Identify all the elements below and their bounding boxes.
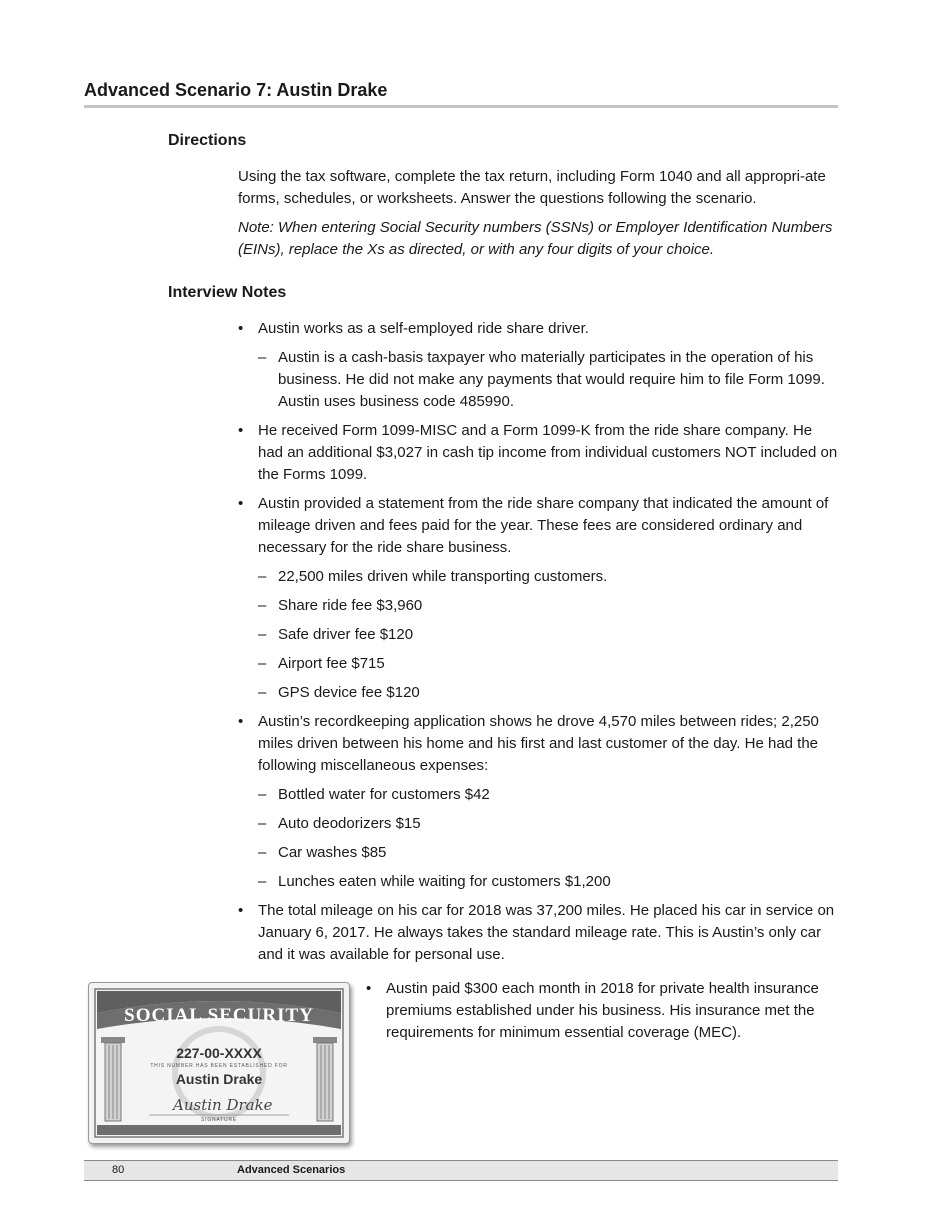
sub-list	[258, 566, 840, 704]
bullet-text: Austin works as a self-employed ride share driver.	[258, 320, 589, 337]
bullet-text: Austin provided a statement from the ride share company that indicated the amount of mileage driven and fees paid for the year. These fees are considered ordinary and necessary for the ride share business.	[258, 495, 829, 556]
page-number: 80	[112, 1164, 125, 1176]
list-item: • Austin paid $300 each month in 2018 for private health insurance premiums established under his business. His insurance met the requirements for minimum essential coverage (MEC).	[366, 978, 836, 1044]
card-signature: Austin Drake	[173, 1096, 273, 1114]
card-holder-name: Austin Drake	[175, 1071, 263, 1087]
sub-list-item: – GPS device fee $120	[258, 682, 840, 704]
sub-list-item: – Airport fee $715	[258, 653, 840, 675]
established-for-text: THIS NUMBER HAS BEEN ESTABLISHED FOR	[150, 1063, 288, 1069]
social-security-card	[88, 982, 350, 1144]
sub-list-item: – Auto deodorizers $15	[258, 813, 840, 835]
sub-list-item: – Bottled water for customers $42	[258, 784, 840, 806]
card-header-text: SOCIAL SECURITY	[124, 1005, 314, 1026]
directions-note: Note: When entering Social Security numbers (SSNs) or Employer Identification Numbers (EINs), replace the Xs as directed, or with any four digits of your choice.	[238, 219, 833, 258]
list-item	[238, 318, 840, 413]
sub-list	[258, 784, 840, 893]
directions-heading: Directions	[168, 132, 247, 149]
sub-list-item: – Safe driver fee $120	[258, 624, 840, 646]
sub-list-item: – Lunches eaten while waiting for customers $1,200	[258, 871, 840, 893]
list-item	[238, 493, 840, 704]
interview-notes-list-continued	[366, 978, 836, 1044]
sub-list-item: – 22,500 miles driven while transporting customers.	[258, 566, 840, 588]
list-item: • He received Form 1099-MISC and a Form 1099-K from the ride share company. He had an additional $3,027 in cash tip income from individual customers NOT included on the Forms 1099.	[238, 420, 840, 486]
sub-list-item: – Share ride fee $3,960	[258, 595, 840, 617]
directions-text: Using the tax software, complete the tax return, including Form 1040 and all appropri-ate forms, schedules, or worksheets. Answer the questions following the scenario.	[238, 168, 826, 207]
sub-list-item: – Car washes $85	[258, 842, 840, 864]
sub-list	[258, 347, 840, 413]
bullet-text: Austin’s recordkeeping application shows he drove 4,570 miles between rides; 2,250 miles driven between his home and his first and last customer of the day. He had the following miscellaneous expenses:	[258, 713, 819, 774]
interview-notes-list	[238, 318, 840, 973]
page-footer	[84, 1160, 838, 1181]
page-title: Advanced Scenario 7: Austin Drake	[84, 80, 838, 108]
ssn-number: 227-00-XXXX	[176, 1045, 262, 1061]
list-item: • The total mileage on his car for 2018 was 37,200 miles. He placed his car in service on January 6, 2017. He always takes the standard mileage rate. This is Austin’s only car and it was available for personal use.	[238, 900, 840, 966]
footer-section-title: Advanced Scenarios	[237, 1164, 346, 1176]
list-item	[238, 711, 840, 893]
sub-list-item: – Austin is a cash-basis taxpayer who materially participates in the operation of his business. He did not make any payments that would require him to file Form 1099. Austin uses business code 485990.	[258, 347, 840, 413]
interview-notes-heading: Interview Notes	[168, 284, 287, 301]
signature-label: SIGNATURE	[201, 1117, 237, 1123]
